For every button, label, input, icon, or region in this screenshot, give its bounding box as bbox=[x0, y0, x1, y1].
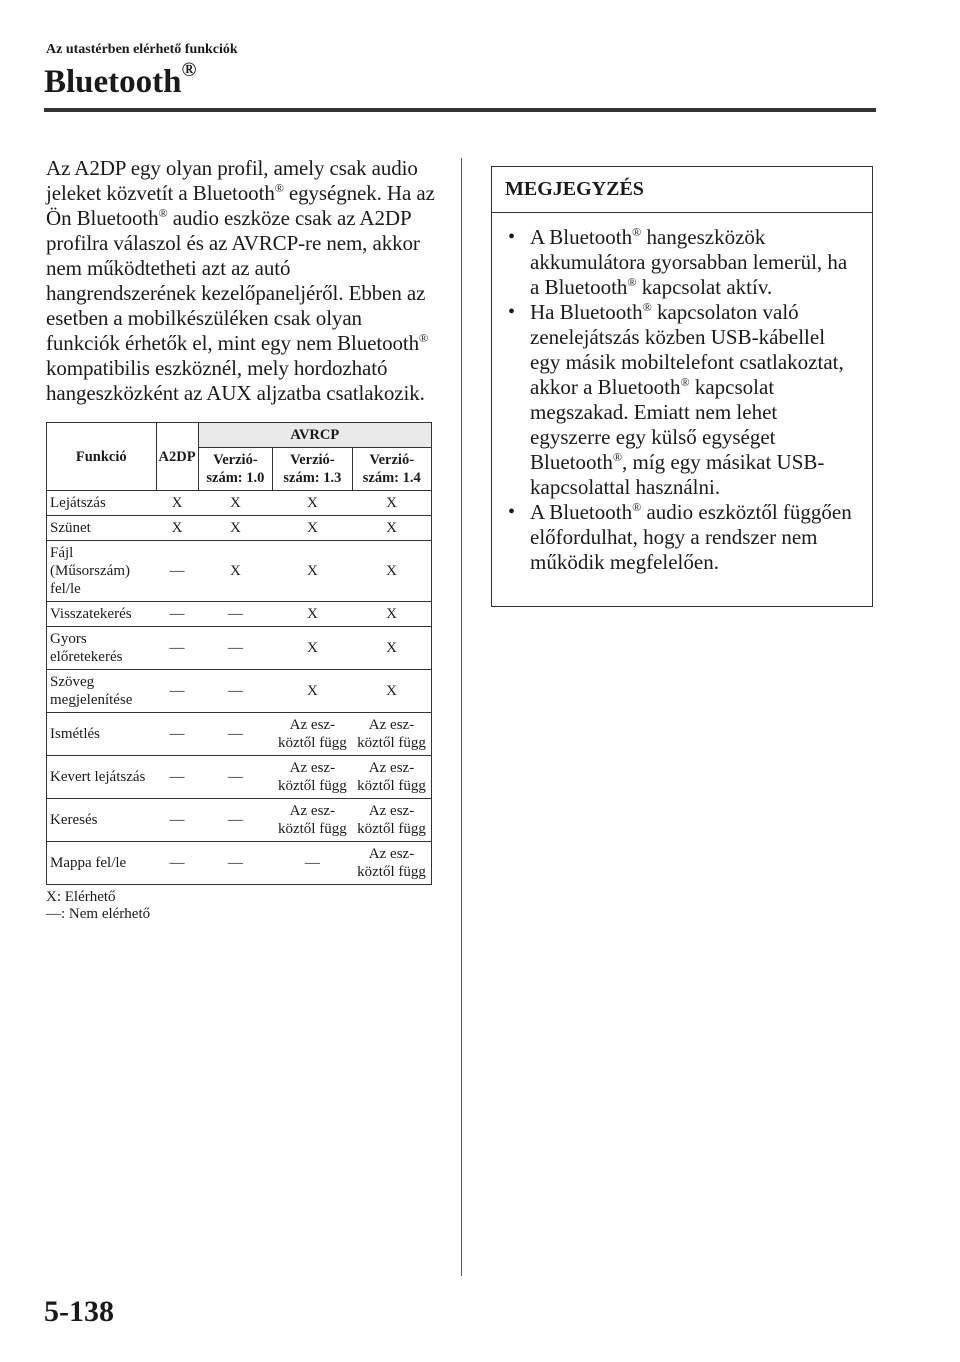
note-text: hangeszközök akkumulátora gyorsabban lemerül, ha a Bluetooth bbox=[530, 225, 848, 299]
legend-available: X: Elérhető bbox=[46, 889, 116, 905]
support-cell: — bbox=[198, 602, 273, 627]
function-name: Kevert lejátszás bbox=[47, 756, 157, 799]
table-row bbox=[47, 670, 432, 713]
note-text: audio eszköztől függően előfordulhat, hogy a rendszer nem működik megfelelően. bbox=[530, 500, 852, 574]
support-cell: X bbox=[352, 627, 432, 670]
function-table bbox=[46, 422, 432, 885]
support-cell: — bbox=[156, 627, 198, 670]
function-name: Mappa fel/le bbox=[47, 842, 157, 885]
registered-mark: ® bbox=[680, 375, 690, 389]
page-number: 5-138 bbox=[44, 1295, 114, 1328]
table-row bbox=[47, 541, 432, 602]
table-row bbox=[47, 842, 432, 885]
support-cell: X bbox=[198, 516, 273, 541]
support-cell: — bbox=[198, 756, 273, 799]
function-name: Visszatekerés bbox=[47, 602, 157, 627]
note-text: kapcsolaton való zenelejátszás közben USB-kábellel egy másik mobiltelefont csatlakoztat, akkor a Bluetooth bbox=[530, 300, 844, 399]
support-cell: X bbox=[198, 541, 273, 602]
support-cell: — bbox=[198, 799, 273, 842]
support-cell: Az esz-köztől függ bbox=[273, 756, 352, 799]
bullet-icon: • bbox=[508, 501, 516, 523]
support-cell: X bbox=[352, 670, 432, 713]
note-text: A Bluetooth bbox=[530, 225, 633, 249]
support-cell: X bbox=[273, 602, 352, 627]
support-cell: — bbox=[198, 713, 273, 756]
registered-mark: ® bbox=[632, 225, 642, 239]
section-label: Az utastérben elérhető funkciók bbox=[46, 42, 238, 57]
bullet-icon: • bbox=[508, 301, 516, 323]
function-name: Fájl (Műsorszám) fel/le bbox=[47, 541, 157, 602]
header-rule bbox=[44, 108, 876, 112]
support-cell: — bbox=[198, 670, 273, 713]
note-item bbox=[504, 500, 858, 575]
note-text: , míg egy másikat USB-kapcsolattal használni. bbox=[530, 450, 825, 499]
support-cell: X bbox=[352, 602, 432, 627]
support-cell: — bbox=[156, 713, 198, 756]
support-cell: X bbox=[273, 541, 352, 602]
table-row bbox=[47, 491, 432, 516]
support-cell: — bbox=[198, 842, 273, 885]
intro-text: audio eszköze csak az A2DP profilra válaszol és az AVRCP-re nem, akkor nem működtetheti azt az autó hangrendszerének kezelőpaneljéről. Ebben az esetben a mobilkészüléken csak olyan funkciók érhetők el, mint egy nem Bluetooth bbox=[46, 206, 426, 355]
registered-mark: ® bbox=[419, 331, 429, 345]
bullet-icon: • bbox=[508, 226, 516, 248]
header-avrcp: AVRCP bbox=[198, 423, 431, 448]
support-cell: X bbox=[352, 541, 432, 602]
intro-text: egységnek. Ha az Ön Bluetooth bbox=[46, 181, 435, 230]
support-cell: — bbox=[156, 670, 198, 713]
support-cell: X bbox=[273, 491, 352, 516]
support-cell: — bbox=[198, 627, 273, 670]
support-cell: Az esz-köztől függ bbox=[273, 799, 352, 842]
column-divider bbox=[461, 158, 462, 1276]
intro-text: Az A2DP egy olyan profil, amely csak audio jeleket közvetít a Bluetooth bbox=[46, 156, 418, 205]
registered-mark: ® bbox=[612, 450, 622, 464]
function-name: Keresés bbox=[47, 799, 157, 842]
function-name: Szünet bbox=[47, 516, 157, 541]
support-cell: Az esz-köztől függ bbox=[352, 799, 432, 842]
registered-mark: ® bbox=[627, 275, 637, 289]
function-name: Lejátszás bbox=[47, 491, 157, 516]
note-text: Ha Bluetooth bbox=[530, 300, 643, 324]
note-box bbox=[491, 166, 873, 607]
function-name: Szöveg megjelenítése bbox=[47, 670, 157, 713]
note-list bbox=[492, 213, 872, 575]
support-cell: Az esz-köztől függ bbox=[273, 713, 352, 756]
support-cell: — bbox=[156, 756, 198, 799]
support-cell: — bbox=[273, 842, 352, 885]
registered-mark: ® bbox=[158, 206, 168, 220]
support-cell: X bbox=[352, 516, 432, 541]
intro-paragraph bbox=[46, 156, 436, 406]
support-cell: — bbox=[156, 602, 198, 627]
header-version-1-0: Verzió-szám: 1.0 bbox=[198, 448, 273, 491]
note-text: kapcsolat megszakad. Emiatt nem lehet egyszerre egy külső egységet Bluetooth bbox=[530, 375, 778, 474]
table-body bbox=[47, 491, 432, 885]
support-cell: Az esz-köztől függ bbox=[352, 713, 432, 756]
support-cell: — bbox=[156, 842, 198, 885]
registered-mark: ® bbox=[181, 59, 197, 81]
support-cell: — bbox=[156, 541, 198, 602]
support-cell: X bbox=[198, 491, 273, 516]
table-legend bbox=[46, 889, 436, 923]
table-row bbox=[47, 799, 432, 842]
support-cell: X bbox=[156, 516, 198, 541]
left-column bbox=[46, 156, 436, 923]
support-cell: X bbox=[273, 670, 352, 713]
table-row bbox=[47, 713, 432, 756]
function-name: Gyors előretekerés bbox=[47, 627, 157, 670]
support-cell: Az esz-köztől függ bbox=[352, 842, 432, 885]
page-title-text: Bluetooth bbox=[44, 64, 182, 100]
function-name: Ismétlés bbox=[47, 713, 157, 756]
support-cell: X bbox=[273, 516, 352, 541]
table-row bbox=[47, 627, 432, 670]
registered-mark: ® bbox=[274, 181, 284, 195]
support-cell: Az esz-köztől függ bbox=[352, 756, 432, 799]
note-item bbox=[504, 225, 858, 300]
table-row bbox=[47, 756, 432, 799]
legend-unavailable: —: Nem elérhető bbox=[46, 906, 151, 922]
support-cell: — bbox=[156, 799, 198, 842]
page-title bbox=[44, 58, 196, 103]
support-cell: X bbox=[273, 627, 352, 670]
note-text: kapcsolat aktív. bbox=[636, 275, 773, 299]
note-text: A Bluetooth bbox=[530, 500, 633, 524]
registered-mark: ® bbox=[632, 500, 642, 514]
table-row bbox=[47, 602, 432, 627]
table-row bbox=[47, 516, 432, 541]
header-funkcio: Funkció bbox=[47, 423, 157, 491]
intro-text: kompatibilis eszköznél, mely hordozható hangeszközként az AUX aljzatba csatlakozik. bbox=[46, 356, 425, 405]
header-version-1-4: Verzió-szám: 1.4 bbox=[352, 448, 432, 491]
support-cell: X bbox=[156, 491, 198, 516]
registered-mark: ® bbox=[642, 300, 652, 314]
support-cell: X bbox=[352, 491, 432, 516]
note-title: MEGJEGYZÉS bbox=[492, 167, 872, 213]
header-a2dp: A2DP bbox=[156, 423, 198, 491]
note-item bbox=[504, 300, 858, 500]
header-version-1-3: Verzió-szám: 1.3 bbox=[273, 448, 352, 491]
